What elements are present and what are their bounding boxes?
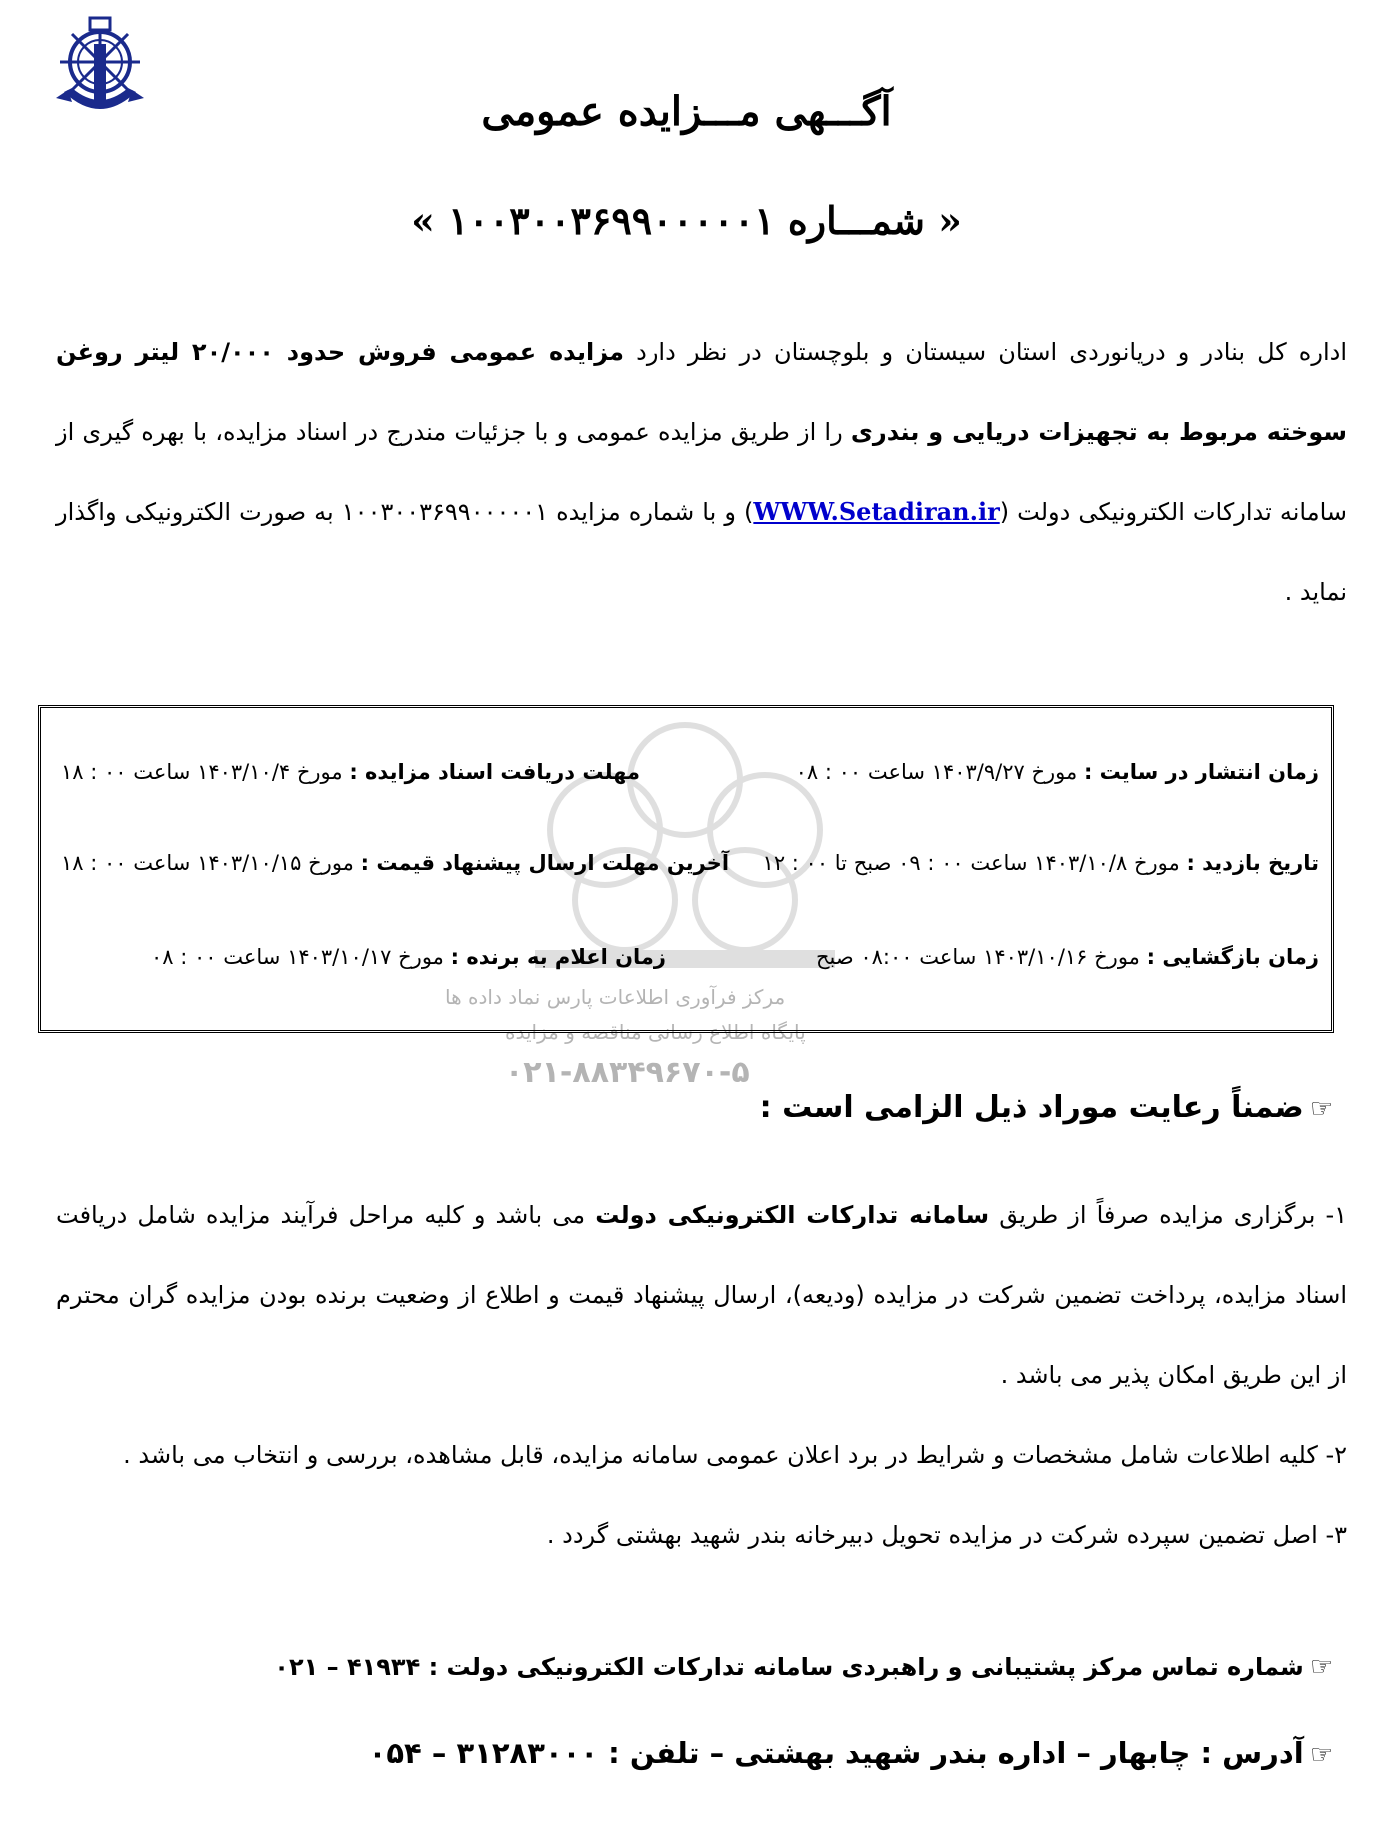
intro-text-2: را از طریق مزایده عمومی و با جزئیات مندرج در اسناد مزایده، با بهره گیری از سامانه تدارکات الکترونیکی دولت ( (56, 418, 1347, 526)
support-contact-text: شماره تماس مرکز پشتیبانی و راهبردی سامانه تدارکات الکترونیکی دولت : ۴۱۹۳۴ – ۰۲۱ (274, 1653, 1304, 1681)
docs-value: مورخ ۱۴۰۳/۱۰/۴ ساعت ۰۰ : ۱۸ (61, 760, 350, 784)
docs-deadline (61, 760, 640, 784)
note-item-2: ۲- کلیه اطلاعات شامل مشخصات و شرایط در برد اعلان عمومی سامانه مزایده، قابل مشاهده، بررسی و انتخاب می باشد . (123, 1441, 1347, 1469)
offer-deadline (61, 851, 729, 875)
pointing-hand-icon: ☜ (1309, 1740, 1333, 1770)
watermark-line-2: پایگاه اطلاع رسانی مناقصه و مزایده (505, 1020, 806, 1044)
visit-value: مورخ ۱۴۰۳/۱۰/۸ ساعت ۰۰ : ۰۹ صبح تا ۰۰ : ۱۲ (762, 851, 1187, 875)
docs-label: مهلت دریافت اسناد مزایده : (349, 760, 641, 784)
schedule-box (38, 705, 1334, 1033)
visit-label: تاریخ بازدید : (1186, 851, 1319, 875)
publish-time (796, 760, 1319, 784)
pointing-hand-icon: ☜ (1309, 1652, 1333, 1682)
intro-bold: مزایده عمومی فروش حدود ۲۰/۰۰۰ لیتر روغن سوخته مربوط به تجهیزات دریایی و بندری (56, 338, 1347, 446)
intro-paragraph (56, 312, 1347, 632)
opening-label: زمان بازگشایی : (1146, 945, 1319, 969)
visit-date (763, 851, 1319, 875)
watermark-phone: ۰۲۱-۸۸۳۴۹۶۷۰-۵ (505, 1055, 750, 1090)
opening-value: مورخ ۱۴۰۳/۱۰/۱۶ ساعت ۰۸:۰۰ صبح (815, 945, 1147, 969)
notes-list (56, 1175, 1347, 1575)
office-address (369, 1736, 1333, 1770)
note-1-text-a: ۱- برگزاری مزایده صرفاً از طریق (989, 1201, 1347, 1229)
opening-time (816, 945, 1319, 969)
publish-label: زمان انتشار در سایت : (1083, 760, 1319, 784)
notes-heading-text: ضمناً رعایت موراد ذیل الزامی است : (759, 1090, 1304, 1125)
schedule-row-1 (61, 760, 1319, 800)
note-item-3: ۳- اصل تضمین سپرده شرکت در مزایده تحویل دبیرخانه بندر شهید بهشتی گردد . (546, 1521, 1347, 1549)
watermark-line-1: مرکز فرآوری اطلاعات پارس نماد داده ها (445, 985, 786, 1009)
setadiran-link[interactable]: WWW.Setadiran.ir (753, 497, 1000, 526)
office-address-text: آدرس : چابهار – اداره بندر شهید بهشتی – تلفن : ۳۱۲۸۳۰۰۰ – ۰۵۴ (368, 1736, 1304, 1770)
notes-heading (760, 1090, 1333, 1125)
winner-label: زمان اعلام به برنده : (450, 945, 667, 969)
notice-title: آگـــهی مـــزایده عمومی (481, 88, 892, 135)
intro-text-1: اداره کل بنادر و دریانوردی استان سیستان و بلوچستان در نظر دارد (624, 338, 1347, 366)
winner-announcement (151, 945, 666, 969)
note-item-1 (56, 1175, 1347, 1415)
offer-value: مورخ ۱۴۰۳/۱۰/۱۵ ساعت ۰۰ : ۱۸ (61, 851, 361, 875)
winner-value: مورخ ۱۴۰۳/۱۰/۱۷ ساعت ۰۰ : ۰۸ (151, 945, 451, 969)
intro-text-3: ) و با شماره مزایده ۱۰۰۳۰۰۳۶۹۹۰۰۰۰۰۱ به صورت الکترونیکی واگذار نماید . (56, 498, 1347, 606)
schedule-row-2 (61, 851, 1319, 891)
auction-number: « شمـــاره ۱۰۰۳۰۰۳۶۹۹۰۰۰۰۰۱ » (411, 198, 962, 243)
support-contact (274, 1652, 1333, 1682)
offer-label: آخرین مهلت ارسال پیشنهاد قیمت : (360, 851, 730, 875)
publish-value: مورخ ۱۴۰۳/۹/۲۷ ساعت ۰۰ : ۰۸ (795, 760, 1084, 784)
note-1-text-b: می باشد و کلیه مراحل فرآیند مزایده شامل دریافت اسناد مزایده، پرداخت تضمین شرکت در مزایده (ودیعه)، ارسال پیشنهاد قیمت و اطلاع از وضعیت برنده بودن مزایده گران محترم از این طریق امکان پذیر می باشد . (56, 1201, 1347, 1389)
note-1-bold: سامانه تدارکات الکترونیکی دولت (595, 1201, 990, 1229)
pointing-hand-icon: ☜ (1309, 1094, 1333, 1124)
schedule-row-3 (61, 945, 1319, 985)
